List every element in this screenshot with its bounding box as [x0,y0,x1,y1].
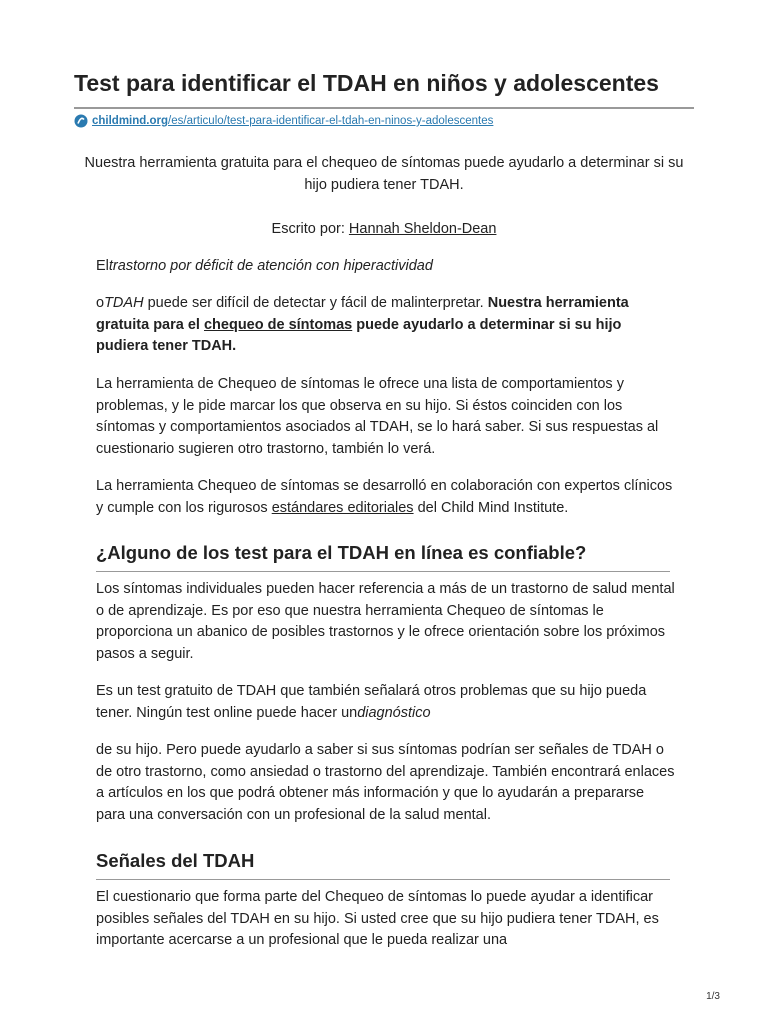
author-link[interactable]: Hannah Sheldon-Dean [348,221,497,237]
title-divider [74,107,694,109]
p2-bold-b: puede ayudarlo a determinar si su hijo pudiera tener TDAH. [96,316,622,354]
p2-italic: TDAH [104,295,144,311]
author-prefix: Escrito por: [271,221,349,237]
paragraph-6 [96,681,676,724]
childmind-logo-icon [74,114,88,128]
page-title: Test para identificar el TDAH en niños y adolescentes [74,70,659,96]
symptom-check-link[interactable]: chequeo de síntomas [203,316,353,333]
paragraph-5: Los síntomas individuales pueden hacer referencia a más de un trastorno de salud mental o de aprendizaje. Es por eso que nuestra herramienta Chequeo de síntomas le proporciona un abanico de posibles trastornos y le ofrece orientación sobre los próximos pasos a seguir. [96,581,675,662]
p6-italic: diagnóstico [357,704,431,721]
paragraph-8: El cuestionario que forma parte del Chequeo de síntomas lo puede ayudar a identificar posibles señales del TDAH en su hijo. Si usted cree que su hijo pudiera tener TDAH, es importante acercarse a un profesional que le pueda realizar una [96,889,659,948]
p4-text-a: La herramienta Chequeo de síntomas se desarrolló en colaboración con expertos clínicos y cumple con los rigurosos [96,478,673,516]
section-heading-signs: Señales del TDAH [96,850,255,871]
article-subtitle: Nuestra herramienta gratuita para el chequeo de síntomas puede ayudarlo a determinar si su hijo pudiera tener TDAH. [84,155,684,193]
page-number: 1/3 [706,991,720,1002]
paragraph-1 [96,256,676,278]
section-divider-2 [96,879,670,880]
p1-italic: trastorno por déficit de atención con hiperactividad [108,258,433,274]
author-line [74,218,694,240]
editorial-standards-link[interactable]: estándares editoriales [271,499,414,516]
section-heading-reliability: ¿Alguno de los test para el TDAH en línea es confiable? [96,542,587,563]
p4-text-b: del Child Mind Institute. [413,499,569,516]
paragraph-7: de su hijo. Pero puede ayudarlo a saber si sus síntomas podrían ser señales de TDAH o de otro trastorno, como ansiedad o trastorno del aprendizaje. También encontrará enlaces a artículos en los que podrá obtener más información y que lo ayudarán a prepararse para una conversación con un profesional de la salud mental. [96,742,675,823]
source-link[interactable] [74,114,493,128]
p1-prefix: El [96,258,109,274]
p2-prefix: o [96,295,105,311]
paragraph-2 [96,293,676,358]
source-path[interactable]: /es/articulo/test-para-identificar-el-tdah-en-ninos-y-adolescentes [168,115,494,127]
source-domain[interactable]: childmind.org [92,115,169,127]
paragraph-4 [96,476,676,519]
p2-bold-a: Nuestra herramienta gratuita para el [96,295,629,333]
p6-text: Es un test gratuito de TDAH que también señalará otros problemas que su hijo pueda tener. Ningún test online puede hacer un [96,683,647,721]
section-divider-1 [96,571,670,572]
paragraph-3: La herramienta de Chequeo de síntomas le ofrece una lista de comportamientos y problemas, y le pide marcar los que observa en su hijo. Si éstos coinciden con los síntomas y comportamientos asociados al TDAH, se lo hará saber. Si sus respuestas al cuestionario sugieren otro trastorno, también lo verá. [96,376,659,457]
p2-text: puede ser difícil de detectar y fácil de malinterpretar. [143,295,488,311]
